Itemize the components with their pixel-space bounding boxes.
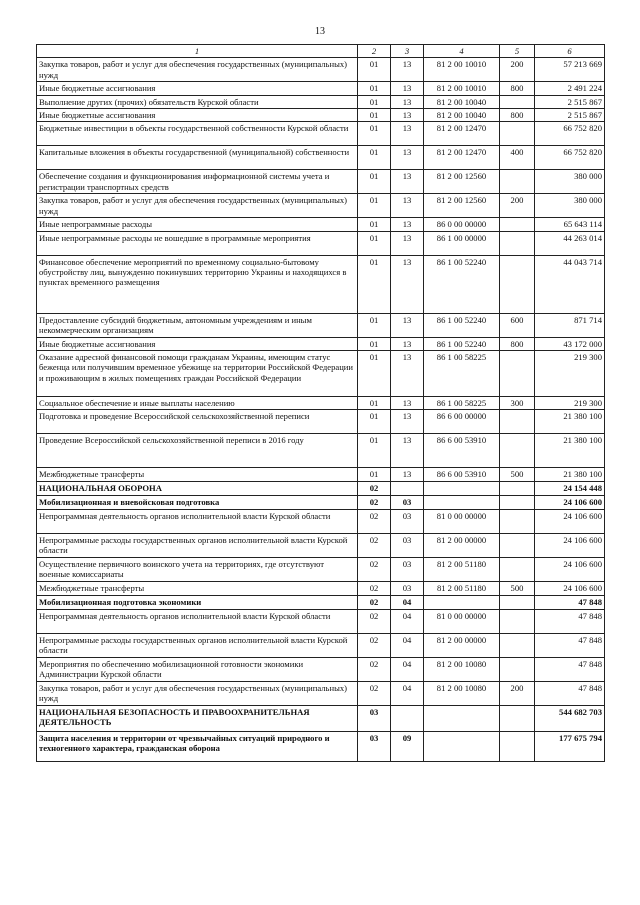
row-target-article: 81 2 00 10040 <box>424 95 500 108</box>
row-expense-type <box>500 481 535 495</box>
row-target-article: 86 1 00 00000 <box>424 231 500 255</box>
table-row <box>37 705 605 731</box>
row-target-article: 81 0 00 00000 <box>424 609 500 633</box>
row-name: Осуществление первичного воинского учета на территориях, где отсутствуют военные комиссариаты <box>37 557 358 581</box>
row-subsection: 13 <box>391 468 424 481</box>
row-subsection: 09 <box>391 731 424 761</box>
row-subsection: 13 <box>391 231 424 255</box>
table-row <box>37 350 605 396</box>
row-name: Оказание адресной финансовой помощи гражданам Украины, имеющим статус беженца или получившим временное убежище на территории Российской Федерации и проживающим в жилых помещениях граждан Российской Федерации <box>37 350 358 396</box>
row-section: 01 <box>358 82 391 95</box>
row-section: 02 <box>358 481 391 495</box>
row-name: Мероприятия по обеспечению мобилизационной готовности экономики Администрации Курской области <box>37 657 358 681</box>
row-target-article: 81 2 00 12470 <box>424 146 500 170</box>
table-row <box>37 218 605 231</box>
row-name: Иные непрограммные расходы <box>37 218 358 231</box>
row-amount: 24 106 600 <box>535 533 605 557</box>
row-target-article: 86 1 00 52240 <box>424 313 500 337</box>
row-amount: 24 154 448 <box>535 481 605 495</box>
table-row <box>37 410 605 434</box>
row-section: 01 <box>358 170 391 194</box>
row-name: Защита населения и территории от чрезвычайных ситуаций природного и техногенного характера, гражданская оборона <box>37 731 358 761</box>
row-amount: 871 714 <box>535 313 605 337</box>
row-target-article: 81 0 00 00000 <box>424 509 500 533</box>
row-amount: 47 848 <box>535 657 605 681</box>
row-expense-type <box>500 434 535 468</box>
row-subsection: 04 <box>391 657 424 681</box>
row-amount: 24 106 600 <box>535 557 605 581</box>
row-subsection: 13 <box>391 146 424 170</box>
row-expense-type <box>500 255 535 313</box>
row-section: 02 <box>358 495 391 509</box>
row-expense-type <box>500 350 535 396</box>
row-subsection: 03 <box>391 533 424 557</box>
row-amount: 24 106 600 <box>535 581 605 595</box>
column-header: 5 <box>500 45 535 58</box>
row-section: 02 <box>358 681 391 705</box>
row-expense-type <box>500 95 535 108</box>
table-row <box>37 108 605 121</box>
row-target-article <box>424 705 500 731</box>
row-section: 02 <box>358 609 391 633</box>
row-expense-type <box>500 533 535 557</box>
row-section: 01 <box>358 396 391 409</box>
row-section: 01 <box>358 434 391 468</box>
row-amount: 65 643 114 <box>535 218 605 231</box>
row-subsection: 13 <box>391 82 424 95</box>
row-expense-type <box>500 170 535 194</box>
row-target-article: 81 2 00 00000 <box>424 633 500 657</box>
row-subsection: 04 <box>391 633 424 657</box>
row-subsection: 13 <box>391 218 424 231</box>
row-section: 01 <box>358 468 391 481</box>
row-name: Закупка товаров, работ и услуг для обеспечения государственных (муниципальных) нужд <box>37 194 358 218</box>
row-name: Финансовое обеспечение мероприятий по временному социально-бытовому обустройству лиц, вынужденно покинувших территорию Украины и находящихся в пунктах временного размещения <box>37 255 358 313</box>
row-name: Иные непрограммные расходы не вошедшие в программные мероприятия <box>37 231 358 255</box>
row-section: 01 <box>358 313 391 337</box>
table-row <box>37 609 605 633</box>
row-expense-type <box>500 633 535 657</box>
table-row <box>37 495 605 509</box>
row-amount: 24 106 600 <box>535 495 605 509</box>
row-target-article: 86 6 00 53910 <box>424 434 500 468</box>
row-name: Межбюджетные трансферты <box>37 468 358 481</box>
row-target-article: 81 2 00 10080 <box>424 657 500 681</box>
row-amount: 544 682 703 <box>535 705 605 731</box>
row-expense-type <box>500 557 535 581</box>
row-subsection: 13 <box>391 350 424 396</box>
table-row <box>37 481 605 495</box>
row-amount: 44 043 714 <box>535 255 605 313</box>
row-amount: 2 515 867 <box>535 95 605 108</box>
row-name: Непрограммная деятельность органов исполнительной власти Курской области <box>37 609 358 633</box>
row-amount: 21 380 100 <box>535 434 605 468</box>
row-section: 01 <box>358 58 391 82</box>
row-expense-type: 300 <box>500 396 535 409</box>
row-amount: 219 300 <box>535 396 605 409</box>
row-target-article: 86 1 00 58225 <box>424 350 500 396</box>
row-name: Бюджетные инвестиции в объекты государственной собственности Курской области <box>37 122 358 146</box>
row-target-article: 81 2 00 12560 <box>424 170 500 194</box>
table-row <box>37 313 605 337</box>
table-row <box>37 58 605 82</box>
row-section: 01 <box>358 194 391 218</box>
row-section: 01 <box>358 255 391 313</box>
row-expense-type <box>500 122 535 146</box>
page-number: 13 <box>315 26 325 37</box>
row-section: 03 <box>358 731 391 761</box>
table-row <box>37 581 605 595</box>
table-row <box>37 95 605 108</box>
row-name: Иные бюджетные ассигнования <box>37 82 358 95</box>
row-target-article: 86 1 00 52240 <box>424 255 500 313</box>
row-section: 02 <box>358 633 391 657</box>
row-expense-type <box>500 218 535 231</box>
row-amount: 47 848 <box>535 595 605 609</box>
row-name: Обеспечение создания и функционирования информационной системы учета и регистрации транспортных средств <box>37 170 358 194</box>
row-subsection: 04 <box>391 595 424 609</box>
row-target-article <box>424 595 500 609</box>
row-subsection: 13 <box>391 255 424 313</box>
row-target-article: 81 2 00 10010 <box>424 82 500 95</box>
table-header-row <box>37 45 605 58</box>
row-name: НАЦИОНАЛЬНАЯ БЕЗОПАСНОСТЬ И ПРАВООХРАНИТЕЛЬНАЯ ДЕЯТЕЛЬНОСТЬ <box>37 705 358 731</box>
row-section: 01 <box>358 337 391 350</box>
row-subsection: 13 <box>391 122 424 146</box>
table-row <box>37 231 605 255</box>
row-target-article: 81 2 00 51180 <box>424 557 500 581</box>
row-amount: 47 848 <box>535 681 605 705</box>
row-subsection <box>391 481 424 495</box>
row-target-article: 86 6 00 00000 <box>424 410 500 434</box>
row-amount: 24 106 600 <box>535 509 605 533</box>
row-name: Закупка товаров, работ и услуг для обеспечения государственных (муниципальных) нужд <box>37 681 358 705</box>
row-target-article: 81 2 00 10040 <box>424 108 500 121</box>
column-header: 6 <box>535 45 605 58</box>
column-header: 1 <box>37 45 358 58</box>
row-name: Социальное обеспечение и иные выплаты населению <box>37 396 358 409</box>
row-name: Предоставление субсидий бюджетным, автономным учреждениям и иным некоммерческим организациям <box>37 313 358 337</box>
row-amount: 66 752 820 <box>535 146 605 170</box>
table-row <box>37 731 605 761</box>
row-subsection: 13 <box>391 434 424 468</box>
row-name: Мобилизационная подготовка экономики <box>37 595 358 609</box>
row-expense-type <box>500 495 535 509</box>
row-subsection: 03 <box>391 557 424 581</box>
row-subsection: 13 <box>391 313 424 337</box>
row-name: Иные бюджетные ассигнования <box>37 108 358 121</box>
row-subsection: 13 <box>391 58 424 82</box>
row-target-article: 81 2 00 10010 <box>424 58 500 82</box>
row-subsection <box>391 705 424 731</box>
row-amount: 57 213 669 <box>535 58 605 82</box>
row-amount: 43 172 000 <box>535 337 605 350</box>
table-row <box>37 170 605 194</box>
row-target-article <box>424 495 500 509</box>
row-name: Проведение Всероссийской сельскохозяйственной переписи в 2016 году <box>37 434 358 468</box>
row-expense-type: 600 <box>500 313 535 337</box>
row-name: Выполнение других (прочих) обязательств Курской области <box>37 95 358 108</box>
row-target-article: 86 0 00 00000 <box>424 218 500 231</box>
row-expense-type <box>500 705 535 731</box>
column-header: 3 <box>391 45 424 58</box>
row-target-article: 86 1 00 58225 <box>424 396 500 409</box>
row-name: Мобилизационная и вневойсковая подготовка <box>37 495 358 509</box>
row-target-article: 81 2 00 12560 <box>424 194 500 218</box>
row-expense-type: 200 <box>500 681 535 705</box>
table-row <box>37 434 605 468</box>
row-section: 02 <box>358 533 391 557</box>
row-target-article: 81 2 00 12470 <box>424 122 500 146</box>
row-section: 01 <box>358 410 391 434</box>
row-amount: 2 515 867 <box>535 108 605 121</box>
row-target-article: 81 2 00 51180 <box>424 581 500 595</box>
row-target-article: 81 2 00 10080 <box>424 681 500 705</box>
row-target-article: 86 1 00 52240 <box>424 337 500 350</box>
table-row <box>37 194 605 218</box>
row-expense-type: 200 <box>500 58 535 82</box>
row-expense-type <box>500 595 535 609</box>
table-row <box>37 122 605 146</box>
row-name: Непрограммные расходы государственных органов исполнительной власти Курской области <box>37 633 358 657</box>
row-target-article <box>424 481 500 495</box>
row-amount: 47 848 <box>535 633 605 657</box>
table-row <box>37 557 605 581</box>
row-section: 02 <box>358 509 391 533</box>
row-expense-type <box>500 509 535 533</box>
row-subsection: 04 <box>391 609 424 633</box>
row-section: 02 <box>358 657 391 681</box>
column-header: 2 <box>358 45 391 58</box>
table-row <box>37 396 605 409</box>
row-section: 02 <box>358 595 391 609</box>
row-subsection: 13 <box>391 108 424 121</box>
row-amount: 21 380 100 <box>535 468 605 481</box>
row-name: НАЦИОНАЛЬНАЯ ОБОРОНА <box>37 481 358 495</box>
row-section: 02 <box>358 581 391 595</box>
row-section: 01 <box>358 218 391 231</box>
table-row <box>37 82 605 95</box>
row-expense-type: 200 <box>500 194 535 218</box>
row-amount: 47 848 <box>535 609 605 633</box>
row-expense-type <box>500 410 535 434</box>
row-section: 01 <box>358 122 391 146</box>
table-row <box>37 657 605 681</box>
row-subsection: 13 <box>391 194 424 218</box>
row-expense-type: 500 <box>500 468 535 481</box>
row-name: Иные бюджетные ассигнования <box>37 337 358 350</box>
row-name: Подготовка и проведение Всероссийской сельскохозяйственной переписи <box>37 410 358 434</box>
row-name: Закупка товаров, работ и услуг для обеспечения государственных (муниципальных) нужд <box>37 58 358 82</box>
row-subsection: 03 <box>391 509 424 533</box>
table-row <box>37 255 605 313</box>
row-amount: 2 491 224 <box>535 82 605 95</box>
row-amount: 44 263 014 <box>535 231 605 255</box>
table-row <box>37 509 605 533</box>
budget-table <box>36 44 605 762</box>
row-section: 01 <box>358 108 391 121</box>
row-amount: 66 752 820 <box>535 122 605 146</box>
row-amount: 177 675 794 <box>535 731 605 761</box>
row-section: 03 <box>358 705 391 731</box>
table-row <box>37 468 605 481</box>
row-subsection: 13 <box>391 410 424 434</box>
row-subsection: 03 <box>391 495 424 509</box>
table-row <box>37 633 605 657</box>
row-expense-type <box>500 731 535 761</box>
row-subsection: 13 <box>391 170 424 194</box>
row-amount: 219 300 <box>535 350 605 396</box>
row-subsection: 04 <box>391 681 424 705</box>
row-expense-type <box>500 231 535 255</box>
row-section: 01 <box>358 350 391 396</box>
row-section: 01 <box>358 146 391 170</box>
row-amount: 380 000 <box>535 170 605 194</box>
row-subsection: 03 <box>391 581 424 595</box>
row-expense-type: 500 <box>500 581 535 595</box>
row-section: 01 <box>358 231 391 255</box>
row-target-article: 81 2 00 00000 <box>424 533 500 557</box>
table-row <box>37 337 605 350</box>
row-name: Межбюджетные трансферты <box>37 581 358 595</box>
table-row <box>37 146 605 170</box>
row-subsection: 13 <box>391 337 424 350</box>
row-subsection: 13 <box>391 396 424 409</box>
row-target-article <box>424 731 500 761</box>
row-section: 02 <box>358 557 391 581</box>
row-expense-type <box>500 609 535 633</box>
row-expense-type: 800 <box>500 108 535 121</box>
row-name: Непрограммная деятельность органов исполнительной власти Курской области <box>37 509 358 533</box>
row-expense-type: 800 <box>500 82 535 95</box>
row-subsection: 13 <box>391 95 424 108</box>
table-row <box>37 533 605 557</box>
row-expense-type <box>500 657 535 681</box>
row-name: Непрограммные расходы государственных органов исполнительной власти Курской области <box>37 533 358 557</box>
row-amount: 380 000 <box>535 194 605 218</box>
row-section: 01 <box>358 95 391 108</box>
row-target-article: 86 6 00 53910 <box>424 468 500 481</box>
table-row <box>37 681 605 705</box>
row-expense-type: 400 <box>500 146 535 170</box>
row-amount: 21 380 100 <box>535 410 605 434</box>
row-name: Капитальные вложения в объекты государственной (муниципальной) собственности <box>37 146 358 170</box>
column-header: 4 <box>424 45 500 58</box>
table-row <box>37 595 605 609</box>
row-expense-type: 800 <box>500 337 535 350</box>
